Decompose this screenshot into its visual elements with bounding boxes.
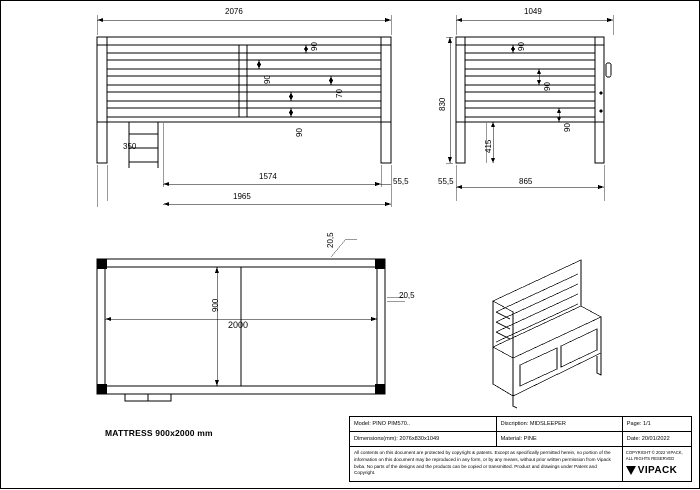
dim-end-gap-1-90: 90 <box>517 42 526 51</box>
dim-end-mid-415: 415 <box>484 139 493 153</box>
dim-side-lower-1965: 1965 <box>233 192 251 201</box>
dim-end-gap-2-90: 90 <box>543 82 552 91</box>
brand-name: VIPACK <box>637 464 678 476</box>
material-cell: Material: PINE <box>497 432 623 446</box>
copyright-line-1: COPYRIGHT © 2022 VIPACK, <box>625 450 683 455</box>
dim-end-width-865: 865 <box>519 177 533 186</box>
dim-rail-gap-1-90: 90 <box>310 42 319 51</box>
dim-rail-gap-4-90: 90 <box>295 128 304 137</box>
brand-logo <box>626 464 677 478</box>
date-cell: Date: 20/01/2022 <box>626 436 670 442</box>
dim-plan-thickness-top-205: 20,5 <box>326 232 335 248</box>
brand-cell <box>623 447 691 481</box>
dim-end-gap-3-90: 90 <box>563 123 572 132</box>
description-cell: Discription: MIDSLEEPER <box>497 417 623 431</box>
triangle-logo-icon <box>626 466 636 475</box>
dim-end-offset-left-555: 55,5 <box>438 177 454 186</box>
copyright-line-2: ALL RIGHTS RESERVED <box>625 455 675 461</box>
title-block <box>349 416 692 482</box>
dim-plan-width-900: 900 <box>211 298 220 312</box>
title-block-row-dimensions <box>350 432 691 447</box>
dim-end-overall-1049: 1049 <box>524 7 542 16</box>
model-cell: Model: PINO PIM570.. <box>350 417 497 431</box>
dim-rail-gap-3-70: 70 <box>335 89 344 98</box>
dim-side-offset-right-555: 55,5 <box>393 177 409 186</box>
page-cell: Page: 1/1 <box>626 421 651 427</box>
dim-rail-gap-2-90: 90 <box>263 75 272 84</box>
dim-side-overall-2076: 2076 <box>225 7 243 16</box>
mattress-note: MATTRESS 900x2000 mm <box>105 428 213 438</box>
dim-plan-length-2000: 2000 <box>228 320 249 330</box>
dim-end-height-830: 830 <box>438 97 447 111</box>
title-block-row-legal <box>350 447 691 481</box>
dim-ladder-350: 350 <box>123 142 137 151</box>
legal-text: All contents on this document are protected by copyright & patents. Except as specifically permitted herein, no portion of the information on this document may be reproduced in any form, or by any means, without prior written permission from Vipack bvba. No parts of the designs and the products can be copied or transmitted. Product and drawings under Patent and Copyright. <box>350 447 623 481</box>
title-block-row-model <box>350 417 691 432</box>
dim-side-inner-1574: 1574 <box>259 172 277 181</box>
dimensions-cell: Dimensions(mm): 2076x830x1049 <box>350 432 497 446</box>
dim-plan-thickness-right-205: 20,5 <box>399 291 415 300</box>
